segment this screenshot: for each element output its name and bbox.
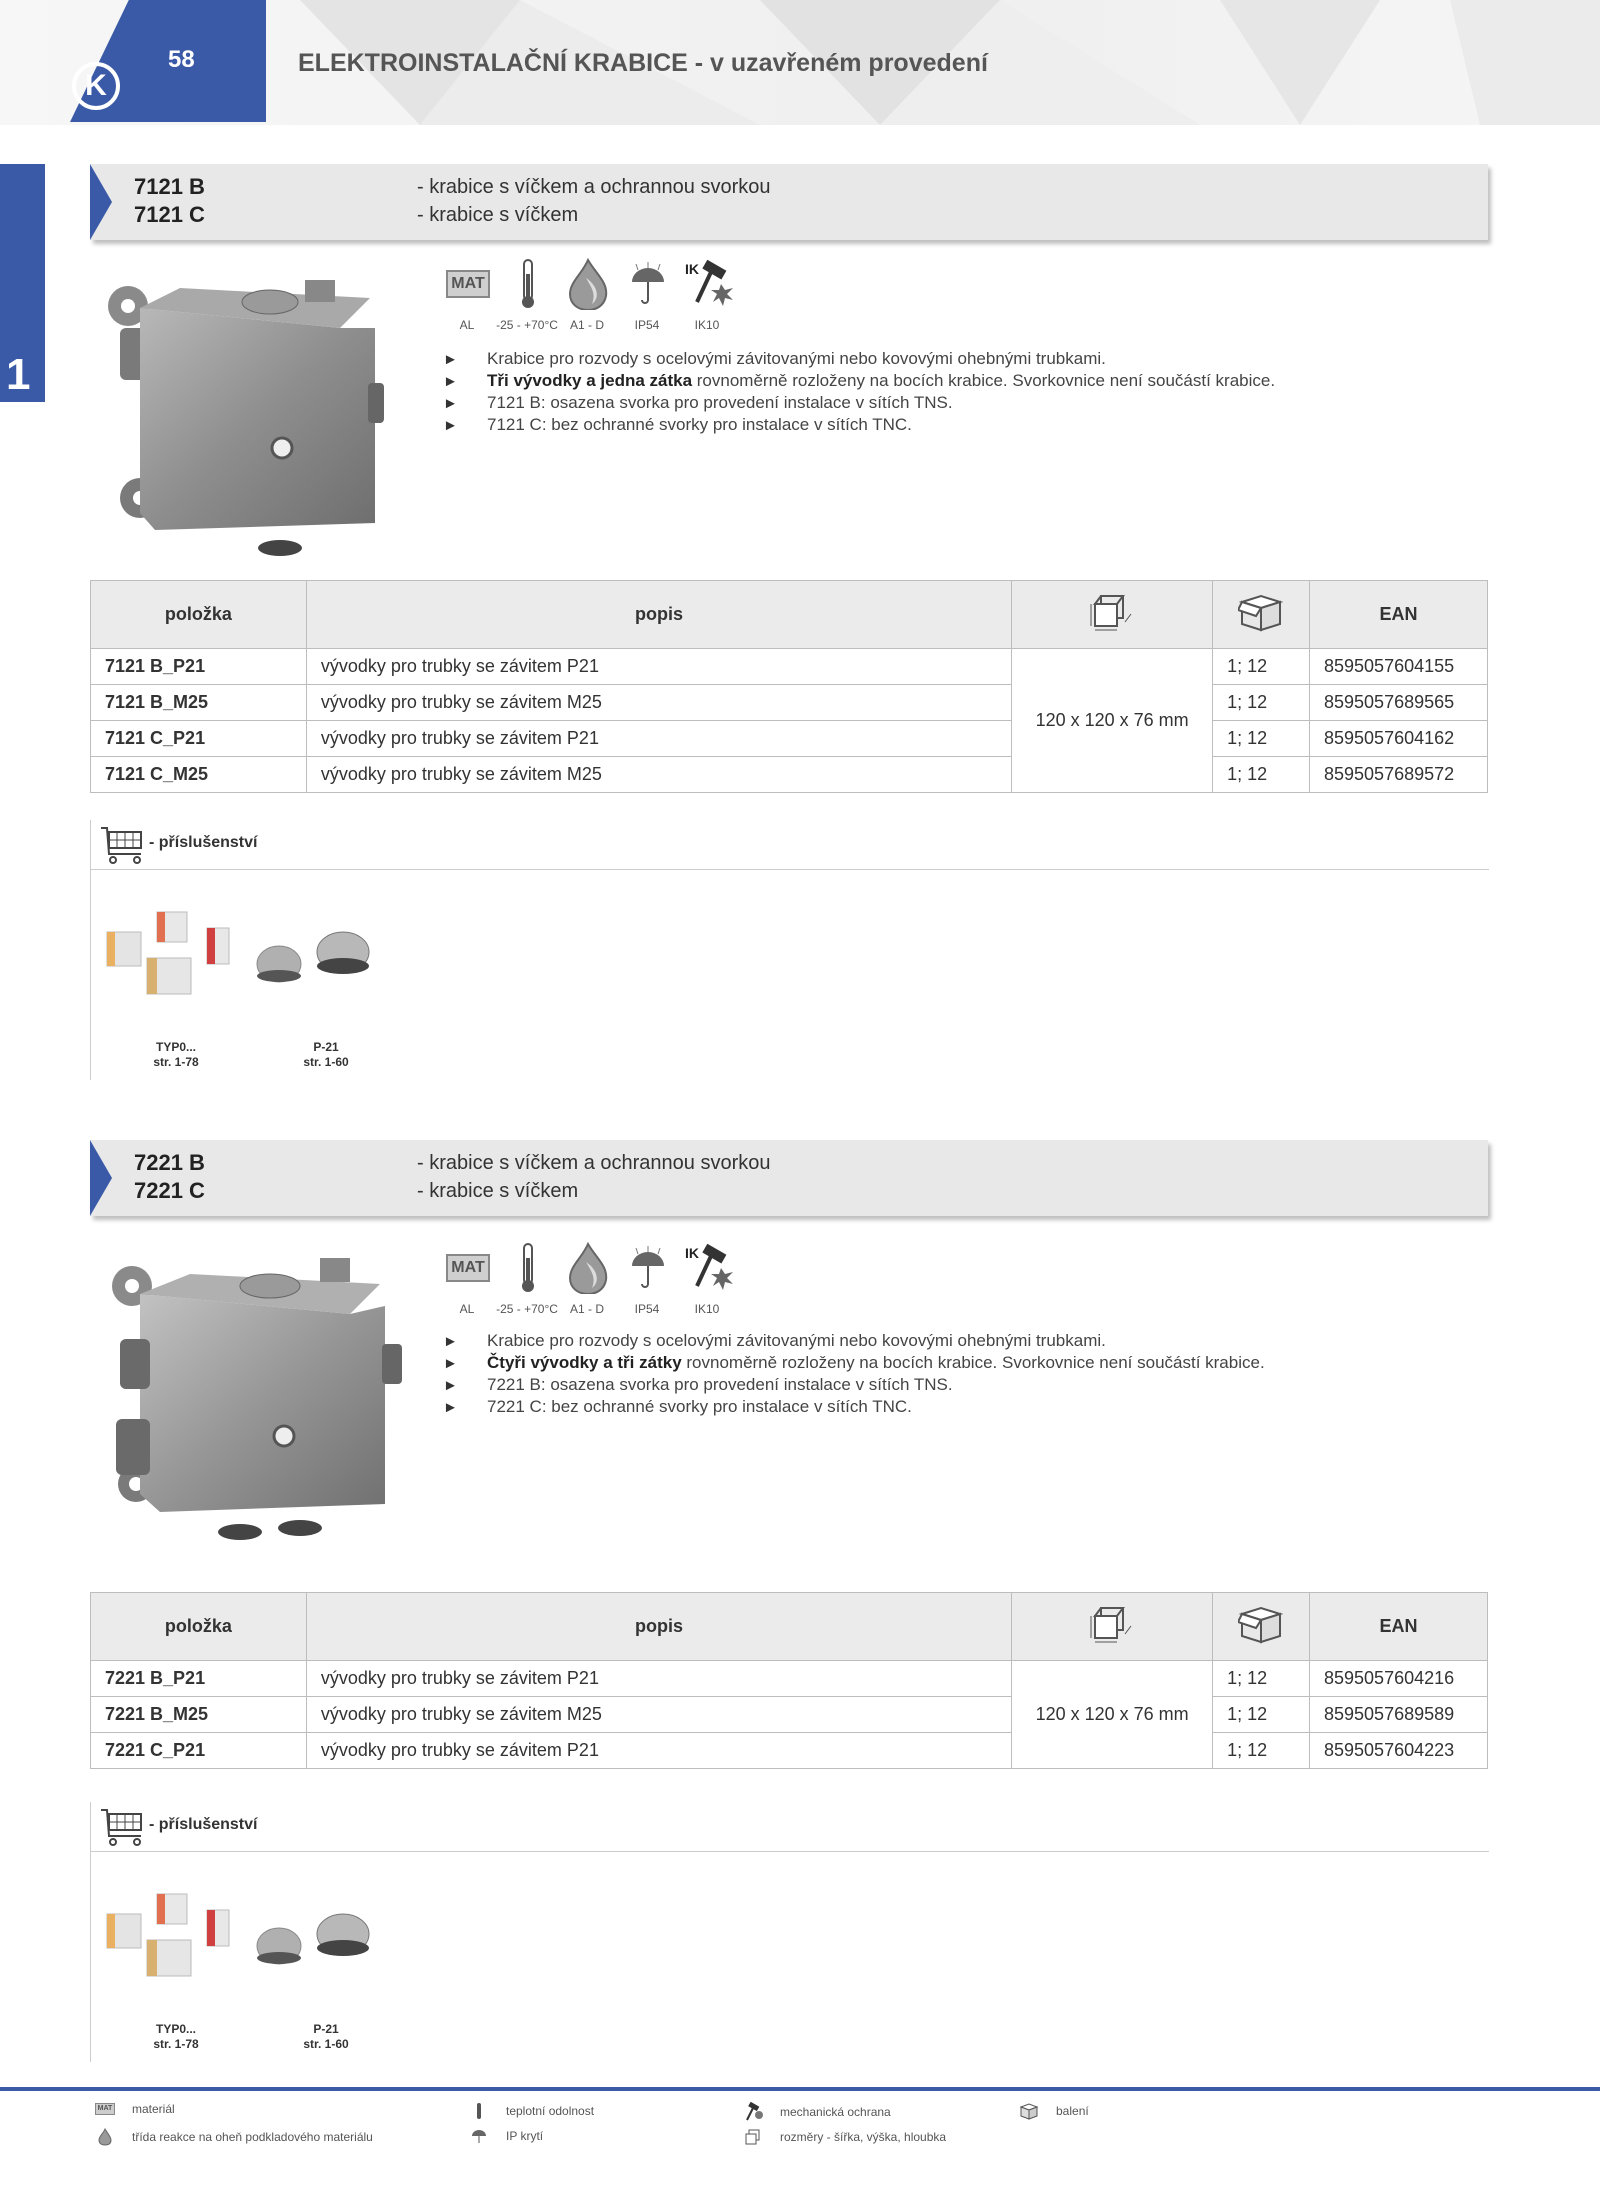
cell-desc: vývodky pro trubky se závitem M25	[306, 1697, 1011, 1733]
ip-umbrella-icon	[466, 2128, 492, 2144]
legend-fire: třída reakce na oheň podkladového materiálu	[92, 2128, 373, 2146]
accessories-header	[91, 820, 1489, 870]
dimensions-icon	[740, 2128, 766, 2146]
cell-code: 7221 B_P21	[91, 1661, 307, 1697]
table-header-row	[91, 581, 1488, 649]
accessories-7221	[90, 1802, 1488, 2062]
cell-ean: 8595057604223	[1310, 1733, 1488, 1769]
temperature-label: -25 - +70°C	[496, 318, 558, 332]
page-number: 58	[168, 46, 195, 73]
feature-item: ► Tři vývodky a jedna zátka rovnoměrně rozloženy na bocích krabice. Svorkovnice není součástí krabice.	[443, 371, 1276, 390]
dimensions-icon	[1012, 1593, 1213, 1661]
col-header-desc: popis	[306, 581, 1011, 649]
brand-logo: K	[72, 62, 120, 110]
accessories-title: - příslušenství	[149, 834, 258, 851]
cell-code: 7121 C_P21	[91, 721, 307, 757]
feature-item: ► 7221 B: osazena svorka pro provedení instalace v sítích TNS.	[443, 1375, 953, 1394]
svg-text:IK: IK	[685, 261, 699, 277]
material-icon: MAT	[440, 1240, 496, 1296]
cell-pack: 1; 12	[1213, 721, 1310, 757]
svg-text:IK: IK	[685, 1245, 699, 1261]
section-header-7121	[90, 164, 1488, 240]
cell-code: 7221 B_M25	[91, 1697, 307, 1733]
property-icons-7121	[440, 256, 760, 346]
table-row	[91, 649, 1488, 685]
cell-pack: 1; 12	[1213, 685, 1310, 721]
feature-item: ► 7121 C: bez ochranné svorky pro instalace v sítích TNC.	[443, 415, 912, 434]
cell-ean: 8595057604155	[1310, 649, 1488, 685]
feature-item: ► 7121 B: osazena svorka pro provedení instalace v sítích TNS.	[443, 393, 953, 412]
ik-hammer-icon	[740, 2102, 766, 2122]
shopping-cart-icon	[101, 824, 145, 866]
cell-desc: vývodky pro trubky se závitem P21	[306, 649, 1011, 685]
fire-class-label: A1 - D	[569, 318, 604, 332]
product-table-7221	[90, 1592, 1488, 1769]
legend-mechanical: mechanická ochrana	[740, 2102, 891, 2122]
col-header-desc: popis	[306, 1593, 1011, 1661]
ik-label: IK10	[694, 1302, 720, 1316]
product-code-b: 7121 B	[134, 174, 205, 199]
col-header-ean: EAN	[1310, 581, 1488, 649]
product-table-7121	[90, 580, 1488, 793]
cell-desc: vývodky pro trubky se závitem P21	[306, 1661, 1011, 1697]
ip-label: IP54	[634, 1302, 660, 1316]
ik-hammer-icon	[680, 1240, 736, 1296]
product-desc-c: - krabice s víčkem	[417, 1180, 579, 1202]
section-header-7221	[90, 1140, 1488, 1216]
package-icon	[1213, 581, 1310, 649]
junction-box-photo	[100, 268, 390, 558]
accessories-title: - příslušenství	[149, 1816, 258, 1833]
ik-hammer-icon	[680, 256, 736, 312]
feature-item: ► Krabice pro rozvody s ocelovými závitovanými nebo kovovými ohebnými trubkami.	[443, 1331, 1106, 1350]
cell-desc: vývodky pro trubky se závitem M25	[306, 757, 1011, 793]
cell-dimensions: 120 x 120 x 76 mm	[1012, 1661, 1213, 1769]
table-row	[91, 685, 1488, 721]
product-desc-c: - krabice s víčkem	[417, 204, 579, 226]
temperature-label: -25 - +70°C	[496, 1302, 558, 1316]
legend-material: MAT materiál	[92, 2102, 175, 2116]
col-header-item: položka	[91, 581, 307, 649]
cell-pack: 1; 12	[1213, 1733, 1310, 1769]
feature-list-7221	[443, 1330, 1265, 1418]
col-header-item: položka	[91, 1593, 307, 1661]
table-row	[91, 1661, 1488, 1697]
cell-ean: 8595057604216	[1310, 1661, 1488, 1697]
product-code-c: 7121 C	[134, 202, 205, 227]
chapter-number: 1	[6, 350, 31, 399]
legend-package: balení	[1016, 2102, 1089, 2120]
footer-divider	[0, 2087, 1600, 2091]
cell-ean: 8595057689572	[1310, 757, 1488, 793]
product-code-c: 7221 C	[134, 1178, 205, 1203]
product-desc-b: - krabice s víčkem a ochrannou svorkou	[417, 1152, 771, 1174]
table-row	[91, 1733, 1488, 1769]
accessory-photos	[103, 1890, 383, 2000]
table-row	[91, 721, 1488, 757]
dimensions-icon	[1012, 581, 1213, 649]
cell-pack: 1; 12	[1213, 757, 1310, 793]
col-header-ean: EAN	[1310, 1593, 1488, 1661]
material-icon: MAT	[440, 256, 496, 312]
ip-label: IP54	[634, 318, 660, 332]
cell-code: 7121 C_M25	[91, 757, 307, 793]
product-desc-b: - krabice s víčkem a ochrannou svorkou	[417, 176, 771, 198]
cell-desc: vývodky pro trubky se závitem M25	[306, 685, 1011, 721]
ip-umbrella-icon	[620, 256, 676, 312]
material-label: AL	[459, 318, 475, 332]
accessory-item[interactable]: P-21 str. 1-60	[303, 2022, 349, 2051]
cell-desc: vývodky pro trubky se závitem P21	[306, 721, 1011, 757]
table-row	[91, 757, 1488, 793]
package-icon	[1016, 2102, 1042, 2120]
accessories-header	[91, 1802, 1489, 1852]
legend-dimensions: rozměry - šířka, výška, hloubka	[740, 2128, 946, 2146]
chevron-icon	[90, 164, 112, 240]
accessory-photos	[103, 908, 383, 1018]
accessory-item[interactable]: TYP0... str. 1-78	[153, 2022, 199, 2051]
cell-desc: vývodky pro trubky se závitem P21	[306, 1733, 1011, 1769]
cell-pack: 1; 12	[1213, 1697, 1310, 1733]
property-icons-7221	[440, 1240, 760, 1330]
junction-box-photo	[100, 1244, 410, 1544]
cell-ean: 8595057689565	[1310, 685, 1488, 721]
cell-code: 7121 B_P21	[91, 649, 307, 685]
page-title: ELEKTROINSTALAČNÍ KRABICE - v uzavřeném provedení	[298, 49, 988, 77]
ip-umbrella-icon	[620, 1240, 676, 1296]
thermometer-icon	[466, 2102, 492, 2120]
thermometer-icon	[500, 256, 556, 312]
table-row	[91, 1697, 1488, 1733]
flame-icon	[92, 2128, 118, 2146]
accessory-item[interactable]: TYP0... str. 1-78	[153, 1040, 199, 1069]
cell-code: 7121 B_M25	[91, 685, 307, 721]
cell-ean: 8595057689589	[1310, 1697, 1488, 1733]
cell-pack: 1; 12	[1213, 1661, 1310, 1697]
cell-pack: 1; 12	[1213, 649, 1310, 685]
legend-temperature: teplotní odolnost	[466, 2102, 594, 2120]
fire-class-label: A1 - D	[569, 1302, 604, 1316]
accessories-7121	[90, 820, 1488, 1080]
material-label: AL	[459, 1302, 475, 1316]
thermometer-icon	[500, 1240, 556, 1296]
chevron-icon	[90, 1140, 112, 1216]
feature-item: ► 7221 C: bez ochranné svorky pro instalace v sítích TNC.	[443, 1397, 912, 1416]
flame-icon	[560, 256, 616, 312]
table-header-row	[91, 1593, 1488, 1661]
package-icon	[1213, 1593, 1310, 1661]
accessory-item[interactable]: P-21 str. 1-60	[303, 1040, 349, 1069]
cell-code: 7221 C_P21	[91, 1733, 307, 1769]
cell-dimensions: 120 x 120 x 76 mm	[1012, 649, 1213, 793]
shopping-cart-icon	[101, 1806, 145, 1848]
feature-item: ► Čtyři vývodky a tři zátky rovnoměrně rozloženy na bocích krabice. Svorkovnice není součástí krabice.	[443, 1353, 1265, 1372]
feature-list-7121	[443, 348, 1275, 436]
cell-ean: 8595057604162	[1310, 721, 1488, 757]
legend-ip: IP krytí	[466, 2128, 543, 2144]
material-icon: MAT	[92, 2103, 118, 2115]
feature-item: ► Krabice pro rozvody s ocelovými závitovanými nebo kovovými ohebnými trubkami.	[443, 349, 1106, 368]
flame-icon	[560, 1240, 616, 1296]
product-code-b: 7221 B	[134, 1150, 205, 1175]
ik-label: IK10	[694, 318, 720, 332]
